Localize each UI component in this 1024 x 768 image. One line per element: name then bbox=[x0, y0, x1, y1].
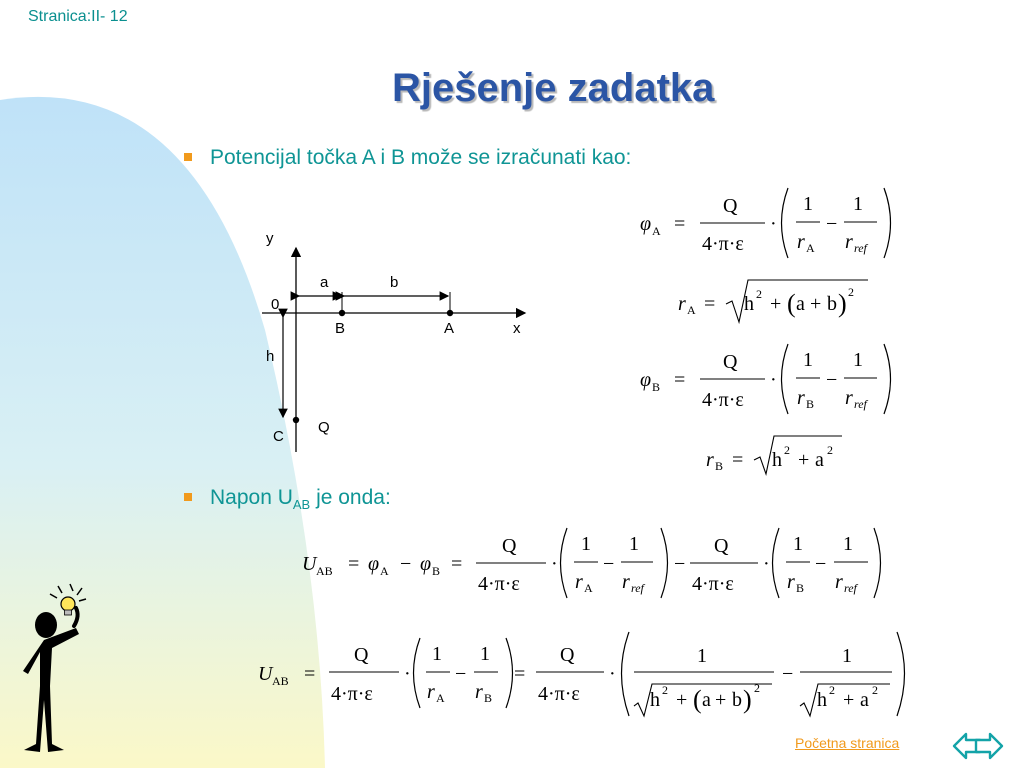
formula-phi-A bbox=[630, 180, 910, 264]
svg-text:·: · bbox=[609, 663, 616, 685]
svg-text:+: + bbox=[798, 449, 810, 471]
bullet-square-icon bbox=[184, 153, 192, 161]
svg-text:φ: φ bbox=[640, 369, 652, 391]
svg-text:r: r bbox=[787, 571, 795, 593]
slide-title: Rješenje zadatka bbox=[392, 66, 715, 110]
svg-text:1: 1 bbox=[629, 533, 639, 555]
svg-text:2: 2 bbox=[662, 683, 668, 697]
svg-text:1: 1 bbox=[480, 643, 490, 665]
svg-text:+: + bbox=[843, 689, 855, 711]
svg-text:ref: ref bbox=[854, 241, 867, 255]
svg-text:r: r bbox=[797, 387, 805, 409]
svg-text:1: 1 bbox=[803, 193, 813, 215]
svg-text:A: A bbox=[436, 691, 445, 705]
svg-text:r: r bbox=[678, 293, 686, 315]
label-Q: Q bbox=[318, 419, 330, 436]
label-A: A bbox=[444, 320, 455, 337]
svg-text:a: a bbox=[860, 689, 869, 711]
svg-text:B: B bbox=[796, 581, 805, 595]
svg-text:4·π·ε: 4·π·ε bbox=[538, 683, 580, 705]
svg-text:Q: Q bbox=[560, 644, 575, 666]
svg-text:ref: ref bbox=[631, 581, 644, 595]
svg-text:B: B bbox=[432, 564, 441, 578]
svg-text:B: B bbox=[652, 380, 661, 394]
svg-text:): ) bbox=[838, 289, 847, 318]
svg-text:φ: φ bbox=[368, 553, 380, 575]
svg-text:1: 1 bbox=[803, 349, 813, 371]
svg-text:U: U bbox=[258, 663, 273, 685]
lightbulb-figure-icon bbox=[18, 582, 92, 758]
svg-text:r: r bbox=[475, 681, 483, 703]
coordinate-diagram bbox=[250, 220, 540, 460]
svg-text:Q: Q bbox=[714, 535, 729, 557]
svg-text:1: 1 bbox=[853, 349, 863, 371]
svg-text:AB: AB bbox=[272, 674, 289, 688]
formula-U-AB-result bbox=[252, 628, 914, 720]
svg-text:φ: φ bbox=[640, 213, 652, 235]
svg-text:·: · bbox=[770, 369, 777, 391]
point-A-dot bbox=[447, 310, 453, 316]
svg-text:4·π·ε: 4·π·ε bbox=[478, 573, 520, 595]
label-x: x bbox=[513, 320, 521, 337]
point-B-dot bbox=[339, 310, 345, 316]
svg-text:·: · bbox=[404, 663, 411, 685]
svg-text:1: 1 bbox=[581, 533, 591, 555]
svg-text:r: r bbox=[797, 231, 805, 253]
bullet-voltage bbox=[184, 486, 391, 512]
svg-text:2: 2 bbox=[754, 681, 760, 695]
svg-text:r: r bbox=[845, 231, 853, 253]
svg-text:B: B bbox=[715, 459, 724, 473]
svg-text:A: A bbox=[687, 303, 696, 317]
bullet-voltage-post: je onda: bbox=[310, 486, 391, 509]
svg-text:−: − bbox=[826, 369, 838, 391]
svg-text:a: a bbox=[815, 449, 824, 471]
svg-text:·: · bbox=[763, 553, 770, 575]
svg-text:h: h bbox=[650, 689, 660, 711]
label-b: b bbox=[390, 274, 399, 291]
bullet-voltage-sub: AB bbox=[292, 497, 311, 513]
formula-r-A bbox=[672, 274, 877, 328]
bullet-potential bbox=[184, 146, 631, 170]
label-B: B bbox=[335, 320, 346, 337]
svg-text:1: 1 bbox=[842, 645, 852, 667]
svg-text:+: + bbox=[715, 689, 727, 711]
svg-text:Q: Q bbox=[502, 535, 517, 557]
svg-text:1: 1 bbox=[843, 533, 853, 555]
formula-r-B bbox=[700, 430, 850, 480]
svg-text:Q: Q bbox=[354, 644, 369, 666]
svg-text:1: 1 bbox=[697, 645, 707, 667]
charge-Q-dot bbox=[293, 417, 299, 423]
svg-text:·: · bbox=[551, 553, 558, 575]
svg-text:2: 2 bbox=[848, 285, 854, 299]
svg-text:2: 2 bbox=[872, 683, 878, 697]
label-origin: 0 bbox=[271, 296, 280, 313]
svg-text:+: + bbox=[810, 293, 822, 315]
label-h: h bbox=[266, 348, 275, 365]
label-a: a bbox=[320, 274, 329, 291]
svg-text:r: r bbox=[845, 387, 853, 409]
svg-text:−: − bbox=[400, 553, 412, 575]
svg-text:=: = bbox=[451, 553, 463, 575]
svg-text:A: A bbox=[806, 241, 815, 255]
svg-text:1: 1 bbox=[793, 533, 803, 555]
svg-text:h: h bbox=[772, 449, 782, 471]
bullet-square-icon bbox=[184, 493, 192, 501]
formula-U-AB-definition bbox=[296, 520, 890, 606]
bullet-voltage-pre: Napon U bbox=[210, 486, 293, 509]
svg-text:−: − bbox=[782, 663, 794, 685]
formula-phi-B bbox=[630, 336, 910, 420]
svg-text:=: = bbox=[732, 449, 744, 471]
svg-text:1: 1 bbox=[853, 193, 863, 215]
svg-text:4·π·ε: 4·π·ε bbox=[702, 389, 744, 411]
svg-text:=: = bbox=[674, 213, 686, 235]
svg-text:B: B bbox=[484, 691, 493, 705]
svg-text:a: a bbox=[702, 689, 711, 711]
svg-text:2: 2 bbox=[784, 443, 790, 457]
svg-text:4·π·ε: 4·π·ε bbox=[331, 683, 373, 705]
home-page-link[interactable]: Početna stranica bbox=[795, 735, 900, 751]
label-y: y bbox=[266, 230, 274, 247]
svg-text:r: r bbox=[575, 571, 583, 593]
svg-text:(: ( bbox=[787, 289, 796, 318]
svg-text:−: − bbox=[603, 553, 615, 575]
svg-text:b: b bbox=[732, 689, 742, 711]
svg-text:=: = bbox=[674, 369, 686, 391]
svg-text:=: = bbox=[304, 663, 316, 685]
svg-text:−: − bbox=[815, 553, 827, 575]
svg-text:): ) bbox=[743, 685, 752, 714]
svg-text:2: 2 bbox=[756, 287, 762, 301]
svg-text:b: b bbox=[827, 293, 837, 315]
svg-text:r: r bbox=[427, 681, 435, 703]
svg-text:Q: Q bbox=[723, 351, 738, 373]
svg-text:AB: AB bbox=[316, 564, 333, 578]
svg-text:+: + bbox=[676, 689, 688, 711]
svg-text:a: a bbox=[796, 293, 805, 315]
svg-text:−: − bbox=[826, 213, 838, 235]
svg-text:A: A bbox=[584, 581, 593, 595]
label-C: C bbox=[273, 428, 284, 445]
bullet-potential-text: Potencijal točka A i B može se izračunati kao: bbox=[210, 146, 632, 169]
svg-text:B: B bbox=[806, 397, 815, 411]
svg-text:h: h bbox=[744, 293, 754, 315]
svg-text:A: A bbox=[380, 564, 389, 578]
svg-text:·: · bbox=[770, 213, 777, 235]
svg-text:−: − bbox=[455, 663, 467, 685]
page-number: Stranica:II- 12 bbox=[28, 8, 128, 25]
nav-forward-arrow-icon[interactable] bbox=[972, 730, 1006, 762]
svg-text:ref: ref bbox=[844, 581, 857, 595]
svg-text:ref: ref bbox=[854, 397, 867, 411]
svg-text:2: 2 bbox=[829, 683, 835, 697]
svg-text:=: = bbox=[514, 663, 526, 685]
svg-text:2: 2 bbox=[827, 443, 833, 457]
svg-text:1: 1 bbox=[432, 643, 442, 665]
svg-text:U: U bbox=[302, 553, 317, 575]
svg-text:r: r bbox=[835, 571, 843, 593]
svg-text:−: − bbox=[674, 553, 686, 575]
svg-text:=: = bbox=[348, 553, 360, 575]
svg-text:=: = bbox=[704, 293, 716, 315]
svg-text:φ: φ bbox=[420, 553, 432, 575]
svg-text:(: ( bbox=[693, 685, 702, 714]
svg-text:+: + bbox=[770, 293, 782, 315]
svg-text:Q: Q bbox=[723, 195, 738, 217]
svg-text:A: A bbox=[652, 224, 661, 238]
svg-text:4·π·ε: 4·π·ε bbox=[692, 573, 734, 595]
svg-text:r: r bbox=[622, 571, 630, 593]
svg-text:r: r bbox=[706, 449, 714, 471]
svg-text:4·π·ε: 4·π·ε bbox=[702, 233, 744, 255]
svg-text:h: h bbox=[817, 689, 827, 711]
